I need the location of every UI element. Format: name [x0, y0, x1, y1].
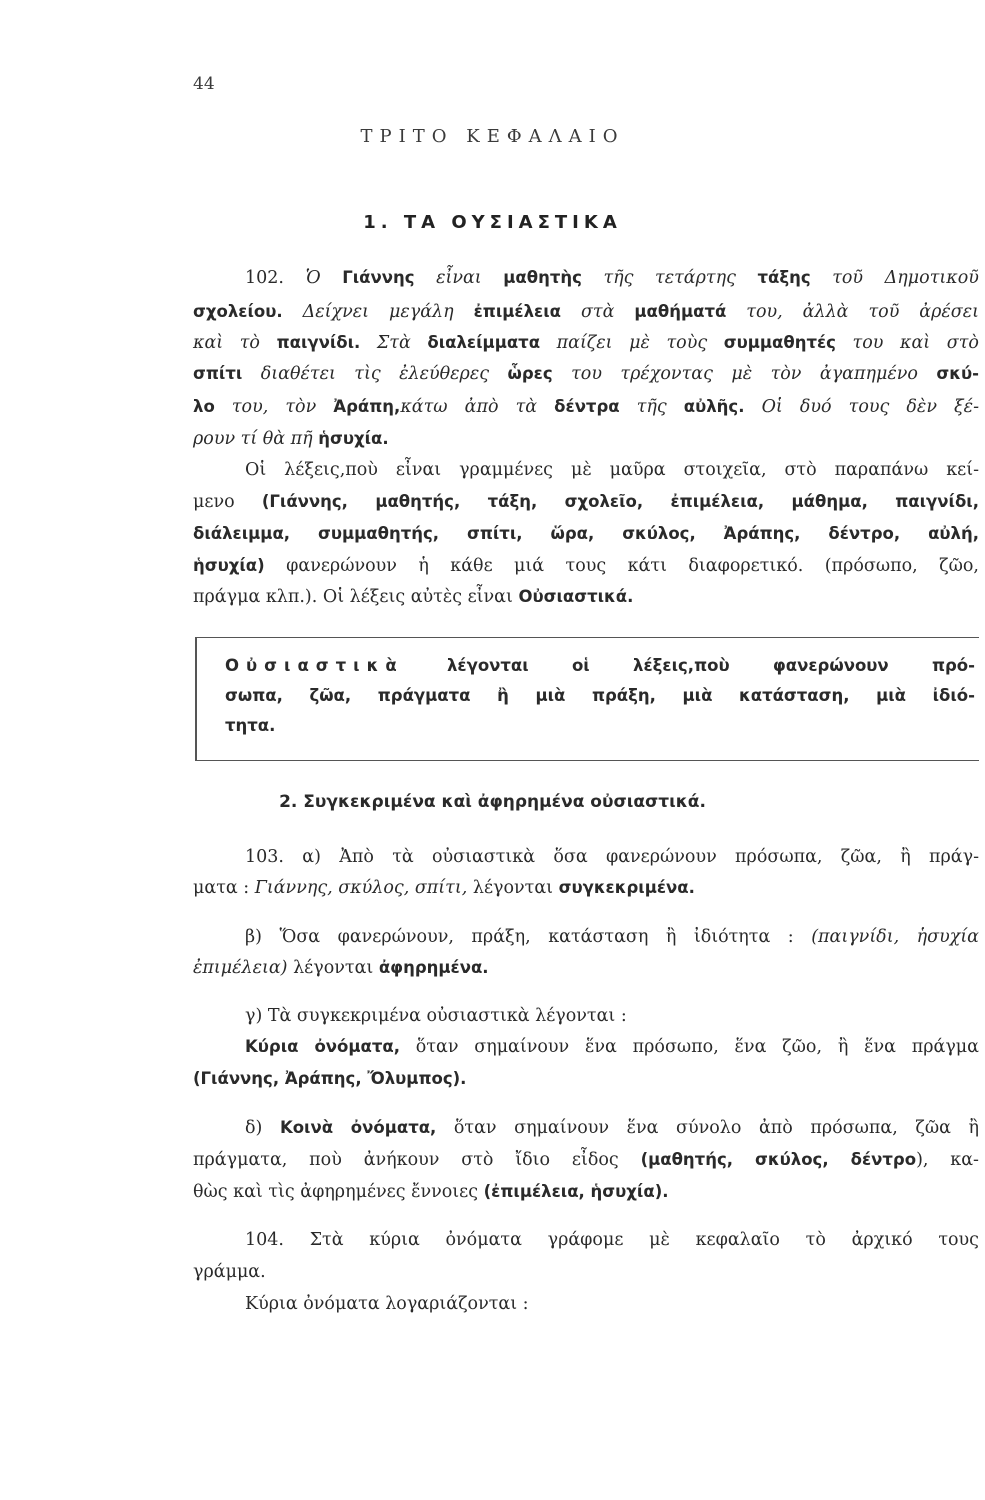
- p103-line-4: ἐπιμέλεια) λέγονται ἀφηρημένα.: [193, 958, 489, 978]
- p102-line-1: 102. Ὁ Γιάννης εἶναι μαθητὴς τῆς τετάρτης τάξης τοῦ Δημοτικοῦ: [245, 268, 979, 288]
- p102-line-5: λο του, τὸν Ἀράπη,κάτω ἀπὸ τὰ δέντρα τῆς αὐλῆς. Οἱ δυό τους δὲν ξέ-: [193, 397, 979, 417]
- p104-line-2: γράμμα.: [193, 1262, 266, 1282]
- p102-line-9: διάλειμμα, συμμαθητής, σπίτι, ὥρα, σκύλος, Ἀράπης, δέντρο, αὐλή,: [193, 524, 979, 543]
- definition-line-1: Οὐσιαστικὰ λέγονται οἱ λέξεις,ποὺ φανερώνουν πρό-: [225, 656, 975, 675]
- p102-line-7: Οἱ λέξεις,ποὺ εἶναι γραμμένες μὲ μαῦρα στοιχεῖα, στὸ παραπάνω κεί-: [245, 460, 979, 480]
- p103-line-7: (Γιάννης, Ἀράπης, Ὄλυμπος).: [193, 1069, 467, 1088]
- chapter-title: ΤΡΙΤΟ ΚΕΦΑΛΑΙΟ: [360, 126, 625, 147]
- p102-line-10: ἡσυχία) φανερώνουν ἡ κάθε μιά τους κάτι διαφορετικό. (πρόσωπο, ζῶο,: [193, 556, 979, 576]
- p103-line-2: ματα : Γιάννης, σκύλος, σπίτι, λέγονται συγκεκριμένα.: [193, 878, 695, 898]
- p102-line-2: σχολείου. Δείχνει μεγάλη ἐπιμέλεια στὰ μαθήματά του, ἀλλὰ τοῦ ἀρέσει: [193, 302, 979, 322]
- p103-line-8: δ) Κοινὰ ὀνόματα, ὅταν σημαίνουν ἕνα σύνολο ἀπὸ πρόσωπα, ζῶα ἢ: [245, 1118, 979, 1138]
- definition-line-3: τητα.: [225, 716, 276, 735]
- p103-line-9: πράγματα, ποὺ ἀνήκουν στὸ ἴδιο εἶδος (μαθητής, σκύλος, δέντρο), κα-: [193, 1150, 979, 1170]
- section-2-title: 2. Συγκεκριμένα καὶ ἀφηρημένα οὐσιαστικά.: [279, 792, 706, 812]
- p103-line-3: β) Ὅσα φανερώνουν, πράξη, κατάσταση ἢ ἰδιότητα : (παιγνίδι, ἡσυχία: [245, 927, 979, 947]
- p102-line-8: μενο (Γιάννης, μαθητής, τάξη, σχολεῖο, ἐπιμέλεια, μάθημα, παιγνίδι,: [193, 492, 979, 512]
- p102-line-11: πράγμα κλπ.). Οἱ λέξεις αὐτὲς εἶναι Οὐσιαστικά.: [193, 587, 634, 607]
- definition-line-2: σωπα, ζῶα, πράγματα ἢ μιὰ πράξη, μιὰ κατάσταση, μιὰ ἰδιό-: [225, 686, 975, 705]
- p102-line-6: ρουν τί θὰ πῆ ἡσυχία.: [193, 429, 389, 449]
- p102-line-4: σπίτι διαθέτει τὶς ἐλεύθερες ὧρες του τρέχοντας μὲ τὸν ἀγαπημένο σκύ-: [193, 364, 979, 384]
- page-number: 44: [193, 74, 215, 94]
- p103-line-10: θὼς καὶ τὶς ἀφηρημένες ἔννοιες (ἐπιμέλεια, ἡσυχία).: [193, 1182, 669, 1202]
- p103-line-5: γ) Τὰ συγκεκριμένα οὐσιαστικὰ λέγονται :: [245, 1006, 627, 1026]
- p102-line-3: καὶ τὸ παιγνίδι. Στὰ διαλείμματα παίζει μὲ τοὺς συμμαθητές του καὶ στὸ: [193, 333, 979, 353]
- p103-line-6: Κύρια ὀνόματα, ὅταν σημαίνουν ἕνα πρόσωπο, ἕνα ζῶο, ἢ ἕνα πράγμα: [245, 1037, 979, 1057]
- definition-box: [195, 637, 979, 761]
- p104-line-3: Κύρια ὀνόματα λογαριάζονται :: [245, 1294, 529, 1314]
- p104-line-1: 104. Στὰ κύρια ὀνόματα γράφομε μὲ κεφαλαῖο τὸ ἀρχικό τους: [245, 1230, 979, 1250]
- p103-line-1: 103. α) Ἀπὸ τὰ οὐσιαστικὰ ὅσα φανερώνουν πρόσωπα, ζῶα, ἢ πράγ-: [245, 847, 979, 867]
- section-1-title: 1. ΤΑ ΟΥΣΙΑΣΤΙΚΑ: [363, 212, 622, 233]
